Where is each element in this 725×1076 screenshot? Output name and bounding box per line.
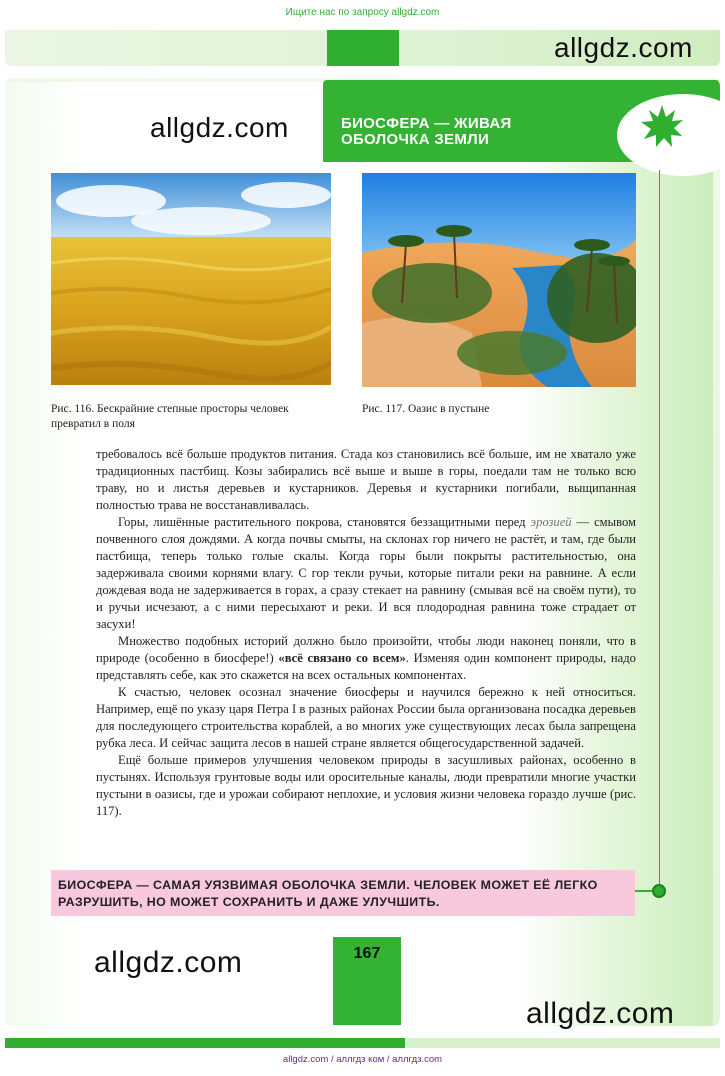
figure-117-caption: Рис. 117. Оазис в пустыне <box>362 403 490 415</box>
paragraph-1: требовалось всё больше продуктов питания. Стада коз становились всё больше, им не хватало уже традиционных пастбищ. Козы забирались всё выше и выше в горы, поедали там не только всю траву, но и листья деревьев и кустарников. Деревья и кустарники погибали, выщипанная полностью трава не восстанавливалась. <box>96 447 636 512</box>
section-banner <box>323 80 720 162</box>
top-green-block <box>327 30 399 66</box>
watermark-bottom-left: allgdz.com <box>94 946 243 979</box>
body-text <box>96 446 636 820</box>
paragraph-3: Множество подобных историй должно было произойти, чтобы люди наконец поняли, что в природе (особенно в биосфере!) «всё связано со всем». Изменяя один компонент природы, надо представлять себе, как это скажется на всех остальных компонентах. <box>96 634 636 682</box>
bottom-green-bar <box>5 1038 405 1048</box>
figure-116-caption: Рис. 116. Бескрайние степные просторы человек превратил в поля <box>51 403 289 430</box>
star-icon <box>639 104 685 150</box>
oasis-photo <box>362 173 636 387</box>
paragraph-5: Ещё больше примеров улучшения человеком природы в засушливых районах, особенно в пустынях. Используя грунтовые воды или оросительные каналы, люди превратили многие участки пустыни в оазисы, где и урожаи собирают неплохие, и условия жизни человека гораздо лучше (рис. 117). <box>96 753 636 818</box>
phrase-everything-connected: «всё связано со всем» <box>278 651 406 665</box>
term-erosion: эрозией <box>530 515 572 529</box>
bottom-band <box>5 1038 720 1048</box>
bottom-links[interactable]: allgdz.com / аллгдз ком / аллгдз.com <box>282 1054 443 1065</box>
watermark-middle: allgdz.com <box>150 112 289 143</box>
section-title: БИОСФЕРА — ЖИВАЯ ОБОЛОЧКА ЗЕМЛИ <box>341 115 512 148</box>
margin-line <box>659 170 660 890</box>
top-note[interactable]: Ищите нас по запросу allgdz.com <box>285 7 440 18</box>
watermark-top: allgdz.com <box>554 32 693 63</box>
paragraph-2: Горы, лишённые растительного покрова, становятся беззащитными перед эрозией — смывом почвенного слоя дождями. А когда почвы смыты, на склонах гор ничего не растёт, и там, где были пастбища, теперь только голые скалы. Когда горы были покрыты растительностью, она задерживала своими корнями влагу. С гор текли ручьи, которые питали реки на равнине. А если дождевая вода не задерживается в горах, а сразу стекает на равнину (смывая всё на своём пути), то и ручьи исчезают, а с ними пересыхают и реки. И вся плодородная равнина тоже страдает от засухи! <box>96 515 636 631</box>
wheat-field-photo <box>51 173 331 385</box>
bullet-dot-icon <box>652 884 666 898</box>
paragraph-4: К счастью, человек осознал значение биосферы и научился бережно к ней относиться. Например, ещё по указу царя Петра I в разных районах России была организована посадка деревьев для последующего строительства кораблей, а во многих уже существующих лесах была запрещена рубка леса. И сейчас защита лесов в нашей стране является общегосударственной задачей. <box>96 685 636 750</box>
watermark-bottom-right: allgdz.com <box>526 997 675 1030</box>
connector-line <box>634 890 654 892</box>
key-statement: БИОСФЕРА — САМАЯ УЯЗВИМАЯ ОБОЛОЧКА ЗЕМЛИ. ЧЕЛОВЕК МОЖЕТ ЕЁ ЛЕГКО РАЗРУШИТЬ, НО МОЖЕТ СОХРАНИТЬ И ДАЖЕ УЛУЧШИТЬ. <box>58 878 598 909</box>
page-number: 167 <box>353 945 381 962</box>
